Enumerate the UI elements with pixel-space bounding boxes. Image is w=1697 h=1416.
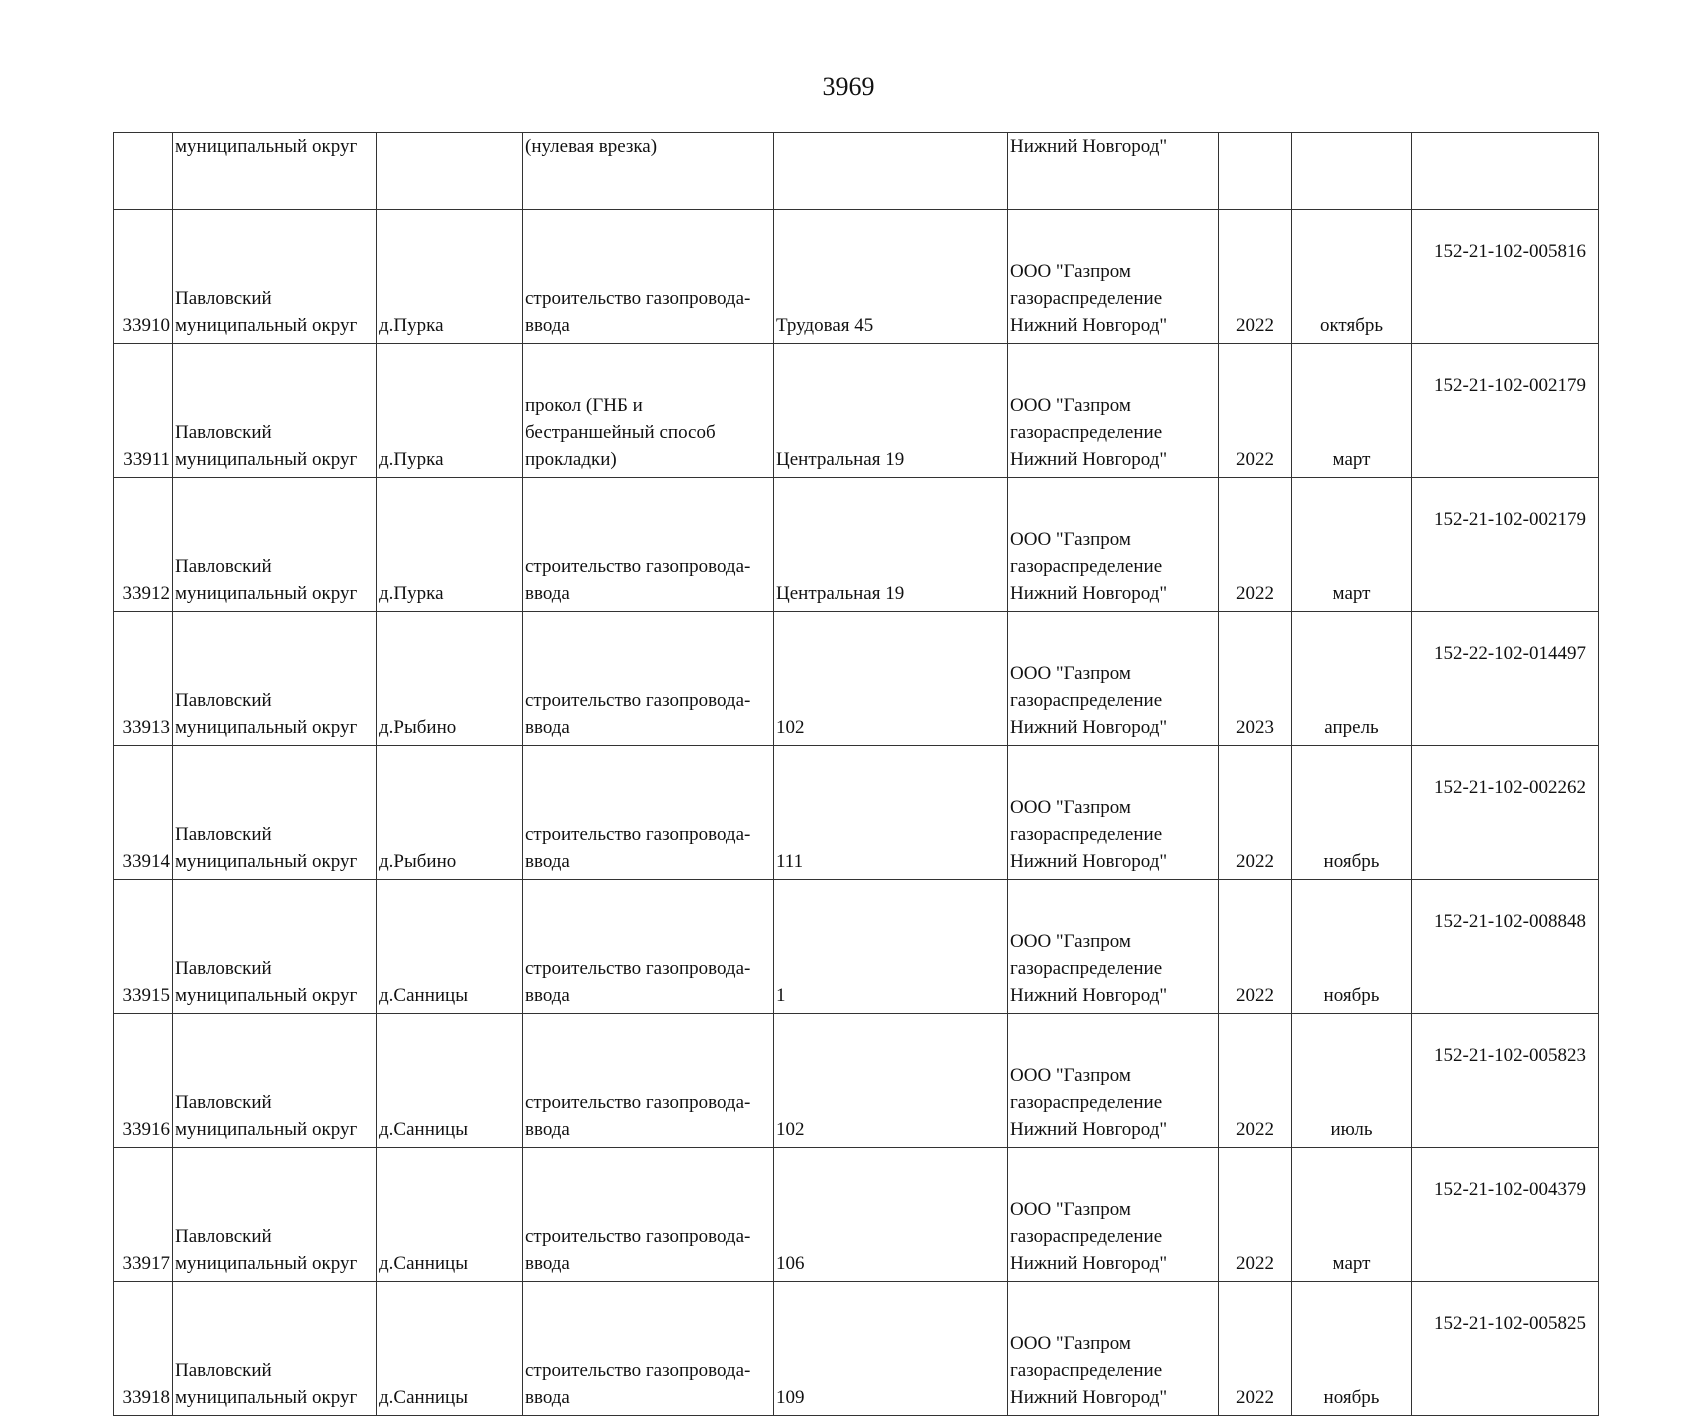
cell-work-type-line: прокол (ГНБ и — [525, 395, 643, 416]
cell-work-type-line: ввода — [525, 315, 570, 336]
cell-year: 2022 — [1219, 1148, 1292, 1282]
cell-address: 109 — [774, 1282, 1008, 1416]
cell-locality: д.Пурка — [377, 210, 523, 344]
cell-work-type-line: строительство газопровода- — [525, 690, 751, 711]
cell-month: октябрь — [1292, 210, 1412, 344]
page-number: 3969 — [822, 72, 875, 101]
cell-row-number: 33912 — [114, 478, 173, 612]
cell-district-line: муниципальный округ — [175, 583, 358, 604]
cell-locality: д.Рыбино — [377, 612, 523, 746]
cell-district-line: Павловский — [175, 288, 272, 309]
cell-organization-line: газораспределение — [1010, 824, 1163, 845]
cell-work-type-line: бестраншейный способ — [525, 422, 716, 443]
cell-work-type — [523, 478, 774, 612]
cell-row-number: 33918 — [114, 1282, 173, 1416]
cell-district — [173, 1014, 377, 1148]
cell-organization-line: ООО "Газпром — [1010, 1333, 1131, 1354]
cell-district — [173, 133, 377, 210]
cell-code — [1412, 133, 1599, 210]
cell-district-line: муниципальный округ — [175, 717, 358, 738]
table-row — [114, 1148, 1599, 1282]
cell-work-type — [523, 880, 774, 1014]
cell-year: 2022 — [1219, 344, 1292, 478]
table-row — [114, 344, 1599, 478]
cell-work-type-line: ввода — [525, 985, 570, 1006]
cell-month: март — [1292, 344, 1412, 478]
cell-district — [173, 880, 377, 1014]
cell-district-line: муниципальный округ — [175, 851, 358, 872]
cell-organization-line: ООО "Газпром — [1010, 797, 1131, 818]
cell-work-type-line: строительство газопровода- — [525, 958, 751, 979]
cell-year — [1219, 133, 1292, 210]
cell-year: 2023 — [1219, 612, 1292, 746]
cell-organization — [1008, 133, 1219, 210]
cell-organization — [1008, 344, 1219, 478]
cell-address: 106 — [774, 1148, 1008, 1282]
cell-row-number: 33914 — [114, 746, 173, 880]
cell-row-number: 33916 — [114, 1014, 173, 1148]
cell-locality: д.Пурка — [377, 344, 523, 478]
cell-work-type-line: прокладки) — [525, 449, 617, 470]
table-row — [114, 133, 1599, 210]
cell-row-number: 33911 — [114, 344, 173, 478]
cell-work-type-line: ввода — [525, 1387, 570, 1408]
cell-address: Трудовая 45 — [774, 210, 1008, 344]
cell-year: 2022 — [1219, 1282, 1292, 1416]
cell-address — [774, 133, 1008, 210]
cell-organization-line: ООО "Газпром — [1010, 1199, 1131, 1220]
cell-address: 1 — [774, 880, 1008, 1014]
table-row — [114, 478, 1599, 612]
cell-address: 102 — [774, 612, 1008, 746]
cell-organization-line: Нижний Новгород" — [1010, 315, 1168, 336]
cell-district-line: муниципальный округ — [175, 136, 358, 157]
table-body — [114, 133, 1599, 1416]
cell-organization — [1008, 210, 1219, 344]
cell-row-number: 33915 — [114, 880, 173, 1014]
cell-code: 152-21-102-008848 — [1412, 880, 1599, 1014]
cell-organization-line: ООО "Газпром — [1010, 529, 1131, 550]
cell-work-type-line: строительство газопровода- — [525, 556, 751, 577]
cell-code: 152-21-102-002179 — [1412, 344, 1599, 478]
table-row — [114, 1014, 1599, 1148]
cell-district — [173, 1282, 377, 1416]
cell-district-line: Павловский — [175, 958, 272, 979]
cell-district-line: муниципальный округ — [175, 449, 358, 470]
cell-organization-line: ООО "Газпром — [1010, 1065, 1131, 1086]
cell-work-type-line: строительство газопровода- — [525, 1360, 751, 1381]
cell-locality — [377, 133, 523, 210]
cell-work-type-line: ввода — [525, 1253, 570, 1274]
cell-organization — [1008, 1148, 1219, 1282]
cell-district-line: Павловский — [175, 1092, 272, 1113]
cell-organization — [1008, 880, 1219, 1014]
cell-address: Центральная 19 — [774, 478, 1008, 612]
cell-organization-line: газораспределение — [1010, 1360, 1163, 1381]
cell-district — [173, 612, 377, 746]
cell-month: ноябрь — [1292, 746, 1412, 880]
cell-month: март — [1292, 1148, 1412, 1282]
cell-organization-line: ООО "Газпром — [1010, 261, 1131, 282]
cell-work-type-line: строительство газопровода- — [525, 1226, 751, 1247]
cell-work-type — [523, 344, 774, 478]
cell-organization-line: газораспределение — [1010, 958, 1163, 979]
cell-month: ноябрь — [1292, 1282, 1412, 1416]
cell-organization-line: Нижний Новгород" — [1010, 1253, 1168, 1274]
cell-district-line: Павловский — [175, 422, 272, 443]
cell-organization-line: ООО "Газпром — [1010, 395, 1131, 416]
cell-work-type-line: строительство газопровода- — [525, 288, 751, 309]
cell-row-number: 33913 — [114, 612, 173, 746]
cell-code: 152-21-102-005823 — [1412, 1014, 1599, 1148]
cell-code: 152-21-102-004379 — [1412, 1148, 1599, 1282]
cell-organization-line: Нижний Новгород" — [1010, 1387, 1168, 1408]
table-row — [114, 880, 1599, 1014]
table-row — [114, 1282, 1599, 1416]
cell-district-line: муниципальный округ — [175, 1253, 358, 1274]
cell-year: 2022 — [1219, 478, 1292, 612]
cell-work-type-line: строительство газопровода- — [525, 824, 751, 845]
cell-work-type — [523, 1282, 774, 1416]
cell-organization-line: Нижний Новгород" — [1010, 717, 1168, 738]
cell-organization-line: газораспределение — [1010, 1226, 1163, 1247]
cell-work-type — [523, 210, 774, 344]
cell-locality: д.Санницы — [377, 880, 523, 1014]
cell-work-type — [523, 746, 774, 880]
cell-district — [173, 478, 377, 612]
cell-work-type-line: (нулевая врезка) — [525, 136, 658, 157]
cell-year: 2022 — [1219, 746, 1292, 880]
cell-district-line: Павловский — [175, 1360, 272, 1381]
cell-district — [173, 1148, 377, 1282]
cell-month — [1292, 133, 1412, 210]
cell-work-type-line: ввода — [525, 717, 570, 738]
cell-address: 111 — [774, 746, 1008, 880]
table-row — [114, 210, 1599, 344]
cell-district — [173, 746, 377, 880]
table-row — [114, 612, 1599, 746]
cell-organization-line: газораспределение — [1010, 556, 1163, 577]
cell-locality: д.Санницы — [377, 1148, 523, 1282]
cell-row-number: 33910 — [114, 210, 173, 344]
cell-district-line: муниципальный округ — [175, 1387, 358, 1408]
cell-month: март — [1292, 478, 1412, 612]
cell-code: 152-21-102-002179 — [1412, 478, 1599, 612]
cell-organization-line: ООО "Газпром — [1010, 931, 1131, 952]
cell-district-line: муниципальный округ — [175, 1119, 358, 1140]
cell-district — [173, 344, 377, 478]
cell-month: ноябрь — [1292, 880, 1412, 1014]
cell-month: апрель — [1292, 612, 1412, 746]
cell-district-line: Павловский — [175, 824, 272, 845]
cell-organization — [1008, 746, 1219, 880]
cell-organization-line: газораспределение — [1010, 1092, 1163, 1113]
cell-organization-line: Нижний Новгород" — [1010, 985, 1168, 1006]
cell-organization-line: Нижний Новгород" — [1010, 449, 1168, 470]
cell-work-type — [523, 1148, 774, 1282]
cell-work-type-line: ввода — [525, 583, 570, 604]
cell-address: Центральная 19 — [774, 344, 1008, 478]
cell-district-line: Павловский — [175, 556, 272, 577]
cell-locality: д.Санницы — [377, 1014, 523, 1148]
cell-work-type-line: ввода — [525, 1119, 570, 1140]
cell-row-number: 33917 — [114, 1148, 173, 1282]
cell-organization-line: Нижний Новгород" — [1010, 851, 1168, 872]
cell-district-line: Павловский — [175, 1226, 272, 1247]
cell-code: 152-22-102-014497 — [1412, 612, 1599, 746]
cell-code: 152-21-102-005825 — [1412, 1282, 1599, 1416]
table-row — [114, 746, 1599, 880]
cell-organization — [1008, 478, 1219, 612]
cell-organization-line: газораспределение — [1010, 288, 1163, 309]
cell-district-line: Павловский — [175, 690, 272, 711]
cell-organization-line: газораспределение — [1010, 690, 1163, 711]
cell-organization — [1008, 1014, 1219, 1148]
cell-work-type — [523, 1014, 774, 1148]
cell-district-line: муниципальный округ — [175, 315, 358, 336]
cell-district-line: муниципальный округ — [175, 985, 358, 1006]
cell-year: 2022 — [1219, 1014, 1292, 1148]
cell-work-type-line: ввода — [525, 851, 570, 872]
cell-locality: д.Пурка — [377, 478, 523, 612]
cell-code: 152-21-102-005816 — [1412, 210, 1599, 344]
cell-year: 2022 — [1219, 880, 1292, 1014]
cell-month: июль — [1292, 1014, 1412, 1148]
cell-work-type — [523, 133, 774, 210]
cell-row-number — [114, 133, 173, 210]
cell-organization-line: Нижний Новгород" — [1010, 136, 1168, 157]
cell-locality: д.Санницы — [377, 1282, 523, 1416]
cell-address: 102 — [774, 1014, 1008, 1148]
cell-organization — [1008, 1282, 1219, 1416]
data-table — [113, 132, 1599, 1416]
cell-work-type-line: строительство газопровода- — [525, 1092, 751, 1113]
cell-work-type — [523, 612, 774, 746]
cell-organization-line: Нижний Новгород" — [1010, 1119, 1168, 1140]
cell-organization-line: ООО "Газпром — [1010, 663, 1131, 684]
cell-code: 152-21-102-002262 — [1412, 746, 1599, 880]
cell-year: 2022 — [1219, 210, 1292, 344]
cell-organization — [1008, 612, 1219, 746]
cell-organization-line: Нижний Новгород" — [1010, 583, 1168, 604]
cell-locality: д.Рыбино — [377, 746, 523, 880]
cell-district — [173, 210, 377, 344]
cell-organization-line: газораспределение — [1010, 422, 1163, 443]
